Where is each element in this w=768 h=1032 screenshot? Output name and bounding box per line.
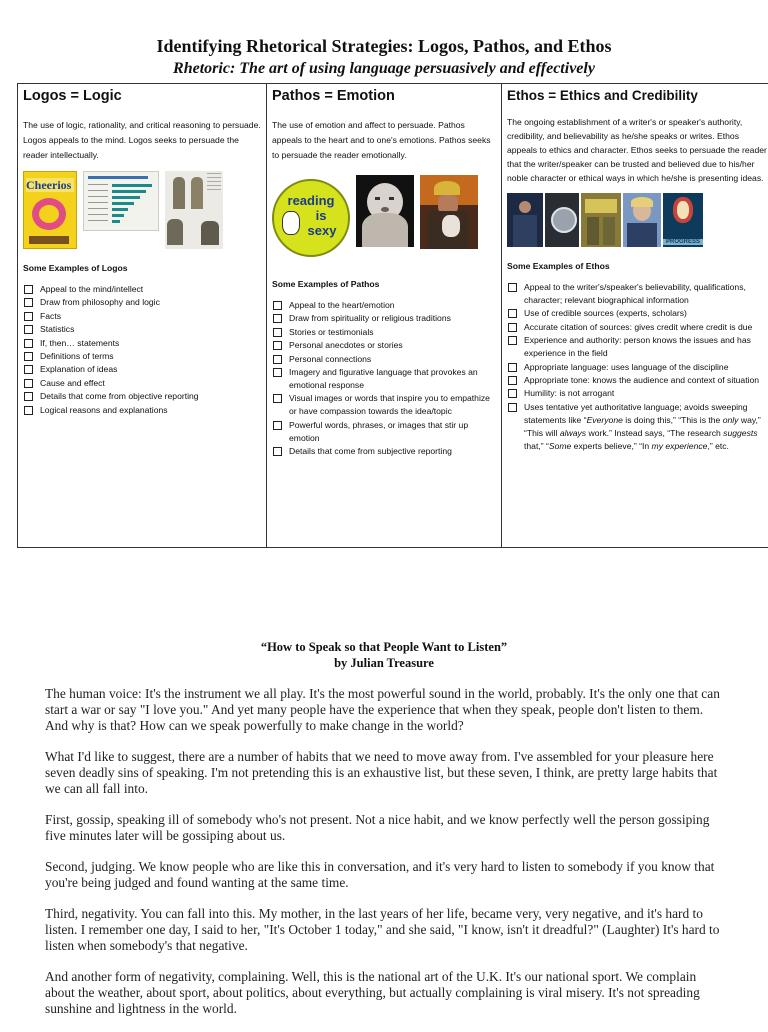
essay-body bbox=[45, 686, 725, 1032]
list-item-text: Personal connections bbox=[289, 354, 371, 364]
logos-examples-title: Some Examples of Logos bbox=[23, 263, 261, 273]
checkbox-icon[interactable] bbox=[508, 283, 517, 292]
list-item-text: Appropriate language: uses language of the discipline bbox=[524, 362, 729, 372]
list-item bbox=[507, 374, 768, 387]
logos-examples-list bbox=[23, 283, 261, 417]
list-item-text: Stories or testimonials bbox=[289, 327, 374, 337]
list-item bbox=[23, 296, 261, 309]
list-item-text: Appeal to the heart/emotion bbox=[289, 300, 395, 310]
checkbox-icon[interactable] bbox=[508, 336, 517, 345]
checkbox-icon[interactable] bbox=[24, 339, 33, 348]
page-title: Identifying Rhetorical Strategies: Logos, Pathos, and Ethos bbox=[0, 36, 768, 57]
list-item bbox=[272, 299, 496, 312]
essay-title: “How to Speak so that People Want to Listen” bbox=[0, 640, 768, 655]
list-item bbox=[507, 307, 768, 320]
checkbox-icon[interactable] bbox=[24, 392, 33, 401]
list-item bbox=[23, 310, 261, 323]
list-item-text: Appeal to the mind/intellect bbox=[40, 284, 143, 294]
checkbox-icon[interactable] bbox=[24, 298, 33, 307]
essay-paragraph: First, gossip, speaking ill of somebody who's not present. Not a nice habit, and we know perfectly well the person gossiping five minutes later will be gossiping about us. bbox=[45, 812, 725, 844]
list-item bbox=[507, 334, 768, 360]
checkbox-icon[interactable] bbox=[273, 394, 282, 403]
checkbox-icon[interactable] bbox=[508, 323, 517, 332]
list-item bbox=[23, 283, 261, 296]
pathos-images bbox=[272, 175, 496, 257]
checkbox-icon[interactable] bbox=[508, 403, 517, 412]
essay-author: by Julian Treasure bbox=[0, 656, 768, 671]
soldiers-image bbox=[581, 193, 621, 247]
checkbox-icon[interactable] bbox=[273, 421, 282, 430]
essay-paragraph: And another form of negativity, complaining. Well, this is the national art of the U.K. It's our national sport. We complain about the weather, about sport, about politics, about everything, but actually complaining is viral misery. It's not spreading sunshine and lightness in the world. bbox=[45, 969, 725, 1017]
ethos-column bbox=[502, 84, 768, 548]
list-item bbox=[272, 445, 496, 458]
pathos-examples-title: Some Examples of Pathos bbox=[272, 279, 496, 289]
checkbox-icon[interactable] bbox=[24, 379, 33, 388]
list-item-text: Appeal to the writer's/speaker's believability, qualifications, character; relevant biographical information bbox=[524, 282, 746, 305]
checkbox-icon[interactable] bbox=[273, 301, 282, 310]
list-item bbox=[507, 361, 768, 374]
checkbox-icon[interactable] bbox=[273, 328, 282, 337]
list-item-text: Facts bbox=[40, 311, 61, 321]
list-item bbox=[23, 363, 261, 376]
list-item-text: Details that come from subjective reporting bbox=[289, 446, 452, 456]
list-item-text: Humility: is not arrogant bbox=[524, 388, 614, 398]
checkbox-icon[interactable] bbox=[273, 447, 282, 456]
list-item-text: Definitions of terms bbox=[40, 351, 114, 361]
checkbox-icon[interactable] bbox=[24, 312, 33, 321]
ethos-heading: Ethos = Ethics and Credibility bbox=[507, 88, 768, 103]
checkbox-icon[interactable] bbox=[273, 368, 282, 377]
essay-paragraph: The human voice: It's the instrument we all play. It's the most powerful sound in the world, probably. It's the only one that can start a war or say "I love you." And yet many people have the experience that when they speak, people don't listen to them. And why is that? How can we speak powerfully to make change in the world? bbox=[45, 686, 725, 734]
logos-description: The use of logic, rationality, and critical reasoning to persuade. Logos appeals to the mind. Logos seeks to persuade the reader intellectually. bbox=[23, 118, 261, 163]
button-text-reading: reading bbox=[274, 193, 348, 208]
list-item-text: Appropriate tone: knows the audience and context of situation bbox=[524, 375, 759, 385]
list-item-text: Experience and authority: person knows the issues and has experience in the field bbox=[524, 335, 751, 358]
crying-baby-image bbox=[356, 175, 414, 247]
cheerios-box-image bbox=[23, 171, 77, 249]
ethos-images bbox=[507, 193, 768, 247]
essay-paragraph: Second, judging. We know people who are like this in conversation, and it's very hard to listen to somebody if you know that you're being judged and found wanting at the same time. bbox=[45, 859, 725, 891]
statistics-chart-image bbox=[83, 171, 159, 231]
list-item-text: Draw from philosophy and logic bbox=[40, 297, 160, 307]
reading-button-image bbox=[272, 179, 350, 257]
poster-text: PROGRESS bbox=[663, 239, 703, 245]
list-item bbox=[23, 377, 261, 390]
checkbox-icon[interactable] bbox=[24, 352, 33, 361]
checkbox-icon[interactable] bbox=[508, 376, 517, 385]
checkbox-icon[interactable] bbox=[24, 406, 33, 415]
button-text-sexy: sexy bbox=[296, 223, 348, 238]
list-item bbox=[23, 390, 261, 403]
list-item bbox=[507, 321, 768, 334]
list-item bbox=[272, 353, 496, 366]
essay-paragraph: What I'd like to suggest, there are a number of habits that we need to move away from. I've assembled for your pleasure here seven deadly sins of speaking. I'm not pretending this is an exhaustive list, but these seven, I think, are pretty large habits that we can all fall into. bbox=[45, 749, 725, 797]
logos-heading: Logos = Logic bbox=[23, 88, 261, 104]
list-item bbox=[507, 281, 768, 307]
list-item bbox=[507, 401, 768, 453]
woman-portrait-image bbox=[623, 193, 661, 247]
watch-image bbox=[545, 193, 579, 247]
list-item bbox=[272, 312, 496, 325]
list-item-text: Explanation of ideas bbox=[40, 364, 117, 374]
pathos-description: The use of emotion and affect to persuade. Pathos appeals to the heart and to one's emotions. Pathos seeks to persuade the reader emotionally. bbox=[272, 118, 496, 163]
list-item bbox=[23, 337, 261, 350]
checkbox-icon[interactable] bbox=[273, 355, 282, 364]
logos-column bbox=[18, 84, 267, 548]
essay-paragraph: Third, negativity. You can fall into this. My mother, in the last years of her life, became very, very negative, and it's hard to listen. I remember one day, I said to her, "It's October 1 today," and she said, "I know, isn't it dreadful?" (Laughter) It's hard to listen when somebody's that negative. bbox=[45, 906, 725, 954]
list-item-text: Visual images or words that inspire you to empathize or have compassion towards the idea/topic bbox=[289, 393, 490, 416]
firefighter-image bbox=[420, 175, 478, 249]
list-item-text: Details that come from objective reporting bbox=[40, 391, 199, 401]
list-item bbox=[272, 326, 496, 339]
list-item bbox=[272, 339, 496, 352]
list-item bbox=[272, 419, 496, 445]
list-item-text: Imagery and figurative language that provokes an emotional response bbox=[289, 367, 478, 390]
list-item bbox=[272, 366, 496, 392]
list-item-text: Statistics bbox=[40, 324, 74, 334]
list-item-text: Use of credible sources (experts, scholars) bbox=[524, 308, 687, 318]
checkbox-icon[interactable] bbox=[24, 285, 33, 294]
list-item bbox=[272, 392, 496, 418]
ethos-examples-title: Some Examples of Ethos bbox=[507, 261, 768, 271]
list-item bbox=[507, 387, 768, 400]
soldiers-infographic-image bbox=[165, 171, 223, 249]
list-item-text: If, then… statements bbox=[40, 338, 119, 348]
pathos-column bbox=[267, 84, 502, 548]
pathos-heading: Pathos = Emotion bbox=[272, 88, 496, 104]
list-item-text: Accurate citation of sources: gives credit where credit is due bbox=[524, 322, 752, 332]
checkbox-icon[interactable] bbox=[508, 389, 517, 398]
checkbox-icon[interactable] bbox=[273, 341, 282, 350]
ethos-examples-list bbox=[507, 281, 768, 453]
checkbox-icon[interactable] bbox=[24, 325, 33, 334]
list-item bbox=[23, 323, 261, 336]
list-item bbox=[23, 350, 261, 363]
cheerios-logo-text: Cheerios bbox=[26, 178, 71, 193]
rhetoric-table bbox=[17, 83, 768, 548]
list-item-text: Logical reasons and explanations bbox=[40, 405, 168, 415]
list-item-text: Uses tentative yet authoritative language; avoids sweeping statements like “Everyone is doing this,” “This is the only way,” “This will always work.” Instead says, “The research suggests that,” “Some experts believe,” “In my experience,” etc. bbox=[524, 402, 761, 451]
ethos-description: The ongoing establishment of a writer's or speaker's authority, credibility, and believability as he/she speaks or writes. Ethos appeals to ethics and character. Ethos seeks to persuade the reader that the writer/speaker can be trusted and believed due to his/her noble character or ethical ways in which he/she is presenting ideas. bbox=[507, 115, 768, 185]
progress-poster-image bbox=[663, 193, 703, 247]
checkbox-icon[interactable] bbox=[508, 363, 517, 372]
list-item-text: Draw from spirituality or religious traditions bbox=[289, 313, 451, 323]
list-item-text: Cause and effect bbox=[40, 378, 105, 388]
page-subtitle: Rhetoric: The art of using language persuasively and effectively bbox=[0, 60, 768, 78]
list-item-text: Powerful words, phrases, or images that stir up emotion bbox=[289, 420, 468, 443]
checkbox-icon[interactable] bbox=[24, 365, 33, 374]
list-item-text: Personal anecdotes or stories bbox=[289, 340, 403, 350]
list-item bbox=[23, 404, 261, 417]
button-text-is: is bbox=[294, 208, 348, 223]
checkbox-icon[interactable] bbox=[508, 309, 517, 318]
pathos-examples-list bbox=[272, 299, 496, 458]
checkbox-icon[interactable] bbox=[273, 314, 282, 323]
logos-images bbox=[23, 171, 261, 249]
officer-image bbox=[507, 193, 543, 247]
